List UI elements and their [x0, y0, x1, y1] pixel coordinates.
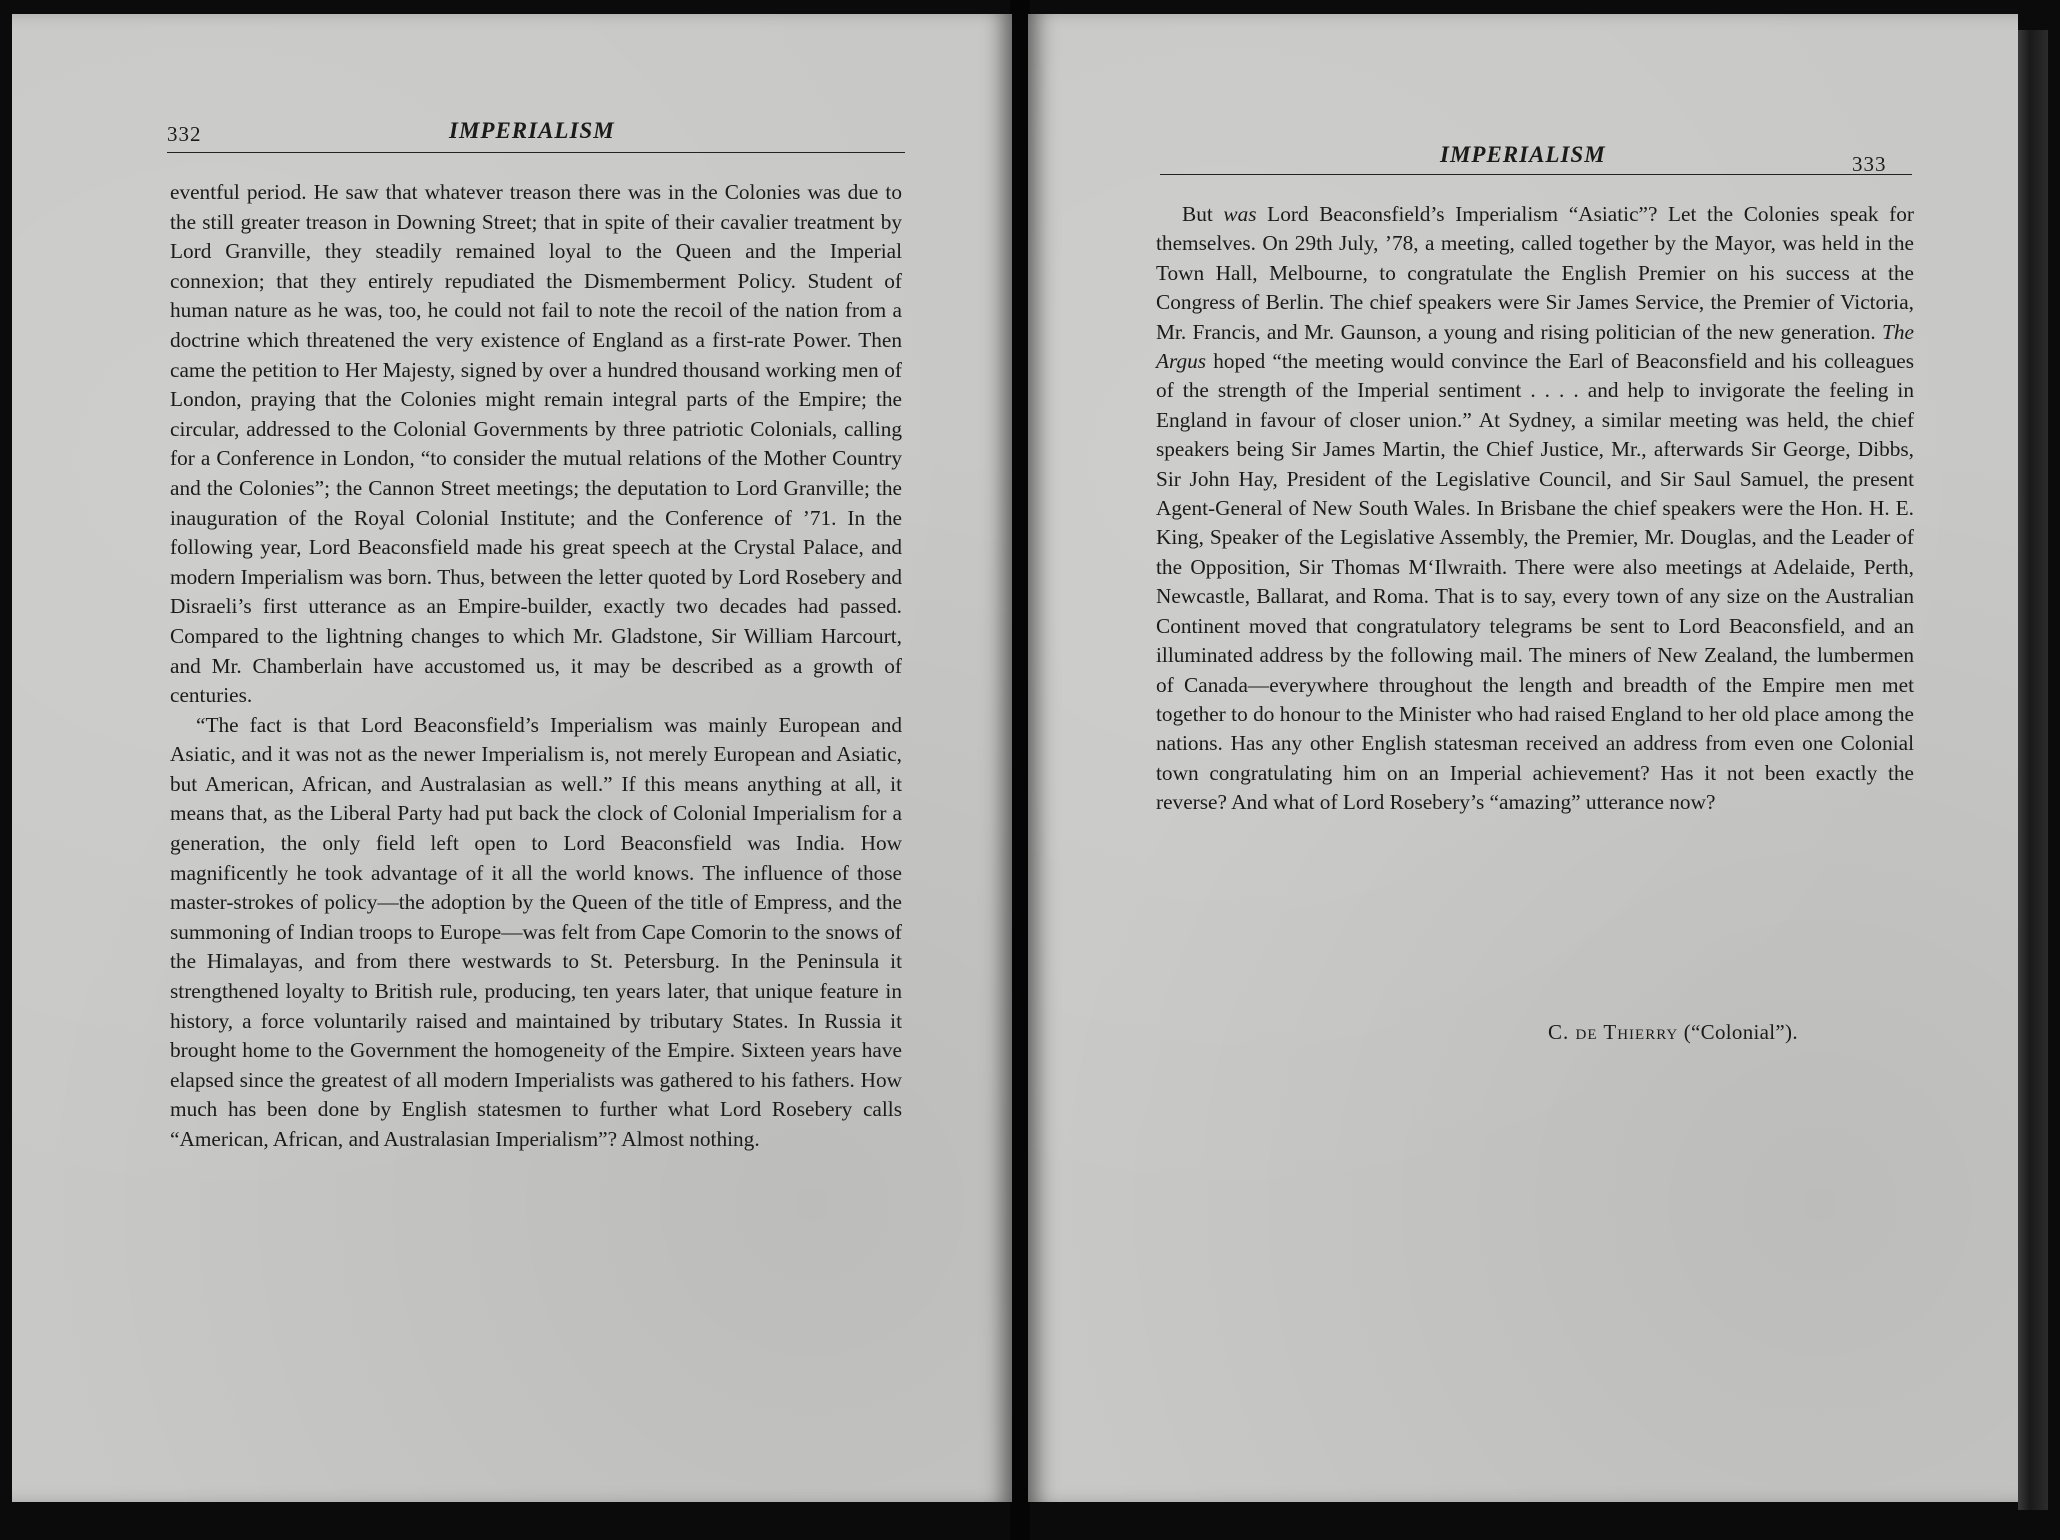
left-body-text	[170, 178, 902, 1155]
left-page	[12, 14, 1012, 1502]
left-running-head	[12, 114, 1012, 154]
right-paragraph-1	[1156, 200, 1914, 818]
right-page	[1028, 14, 2018, 1502]
right-header-rule	[1160, 174, 1912, 175]
signature-name: C. de Thierry	[1548, 1020, 1679, 1044]
signature-pseudonym: (“Colonial”).	[1678, 1020, 1798, 1044]
left-running-title: IMPERIALISM	[449, 118, 615, 143]
right-paragraph-emphasis: was	[1223, 202, 1257, 226]
right-paragraph-intro: But	[1182, 202, 1224, 226]
right-body-text	[1156, 200, 1914, 818]
left-header-rule	[167, 152, 905, 153]
left-page-number: 332	[167, 122, 202, 146]
right-running-title: IMPERIALISM	[1440, 142, 1606, 167]
right-paragraph-part1: Lord Beaconsfield’s Imperialism “Asiatic”? Let the Colonies speak for themselves. On 29th July, ’78, a meeting, called together by the Mayor, was held in the Town Hall, Melbourne, to congratulate the English Premier on his success at the Congress of Berlin. The chief speakers were Sir James Service, the Premier of Victoria, Mr. Francis, and Mr. Gaunson, a young and rising politician of the new generation.	[1156, 202, 1914, 344]
left-paragraph-2: “The fact is that Lord Beaconsfield’s Imperialism was mainly European and Asiatic, and it was not as the newer Imperialism is, not merely European and Asiatic, but American, African, and Australasian as well.” If this means anything at all, it means that, as the Liberal Party had put back the clock of Colonial Imperialism for a generation, the only field left open to Lord Beaconsfield was India. How magnificently he took advantage of it all the world knows. The influence of those master-strokes of policy—the adoption by the Queen of the title of Empress, and the summoning of Indian troops to Europe—was felt from Cape Comorin to the snows of the Himalayas, and from there westwards to St. Petersburg. In the Peninsula it strengthened loyalty to British rule, producing, ten years later, that unique feature in history, a force voluntarily raised and maintained by tributary States. In Russia it brought home to the Government the homogeneity of the Empire. Sixteen years have elapsed since the greatest of all modern Imperialists was gathered to his fathers. How much has been done by English statesmen to further what Lord Rosebery calls “American, African, and Australasian Imperialism”? Almost nothing.	[170, 712, 902, 1151]
right-running-head	[1028, 138, 2018, 178]
book-gutter	[1010, 0, 1030, 1540]
right-paragraph-newspaper-title: The Argus	[1156, 319, 1914, 374]
author-signature	[1548, 1020, 1798, 1045]
right-page-number: 333	[1852, 152, 1887, 176]
left-paragraph-1: eventful period. He saw that whatever treason there was in the Colonies was due to the still greater treason in Downing Street; that in spite of their cavalier treatment by Lord Granville, they steadily remained loyal to the Queen and the Imperial connexion; that they entirely repudiated the Dismemberment Policy. Student of human nature as he was, too, he could not fail to note the recoil of the nation from a doctrine which threatened the very existence of England as a first-rate Power. Then came the petition to Her Majesty, signed by over a hundred thousand working men of London, praying that the Colonies might remain integral parts of the Empire; the circular, addressed to the Colonial Governments by three patriotic Colonials, calling for a Conference in London, “to consider the mutual relations of the Mother Country and the Colonies”; the Cannon Street meetings; the deputation to Lord Granville; the inauguration of the Royal Colonial Institute; and the Conference of ’71. In the following year, Lord Beaconsfield made his great speech at the Crystal Palace, and modern Imperialism was born. Thus, between the letter quoted by Lord Rosebery and Disraeli’s first utterance as an Empire-builder, exactly two decades had passed. Compared to the lightning changes to which Mr. Gladstone, Sir William Harcourt, and Mr. Chamberlain have accustomed us, it may be described as a growth of centuries.	[170, 180, 902, 708]
page-edge	[2018, 30, 2048, 1510]
right-paragraph-part2: hoped “the meeting would convince the Earl of Beaconsfield and his colleagues of the strength of the Imperial sentiment . . . . and help to invigorate the feeling in England in favour of closer union.” At Sydney, a similar meeting was held, the chief speakers being Sir James Martin, the Chief Justice, Mr., afterwards Sir George, Dibbs, Sir John Hay, President of the Legislative Council, and Sir Saul Samuel, the present Agent-General of New South Wales. In Brisbane the chief speakers were the Hon. H. E. King, Speaker of the Legislative Assembly, the Premier, Mr. Douglas, and the Leader of the Opposition, Sir Thomas M‘Ilwraith. There were also meetings at Adelaide, Perth, Newcastle, Ballarat, and Roma. That is to say, every town of any size on the Australian Continent moved that congratulatory telegrams be sent to Lord Beaconsfield, and an illuminated address by the following mail. The miners of New Zealand, the lumbermen of Canada—everywhere throughout the length and breadth of the Empire men met together to do honour to the Minister who had raised England to her old place among the nations. Has any other English statesman received an address from even one Colonial town congratulating him on an Imperial achievement? Has it not been exactly the reverse? And what of Lord Rosebery’s “amazing” utterance now?	[1156, 349, 1914, 815]
